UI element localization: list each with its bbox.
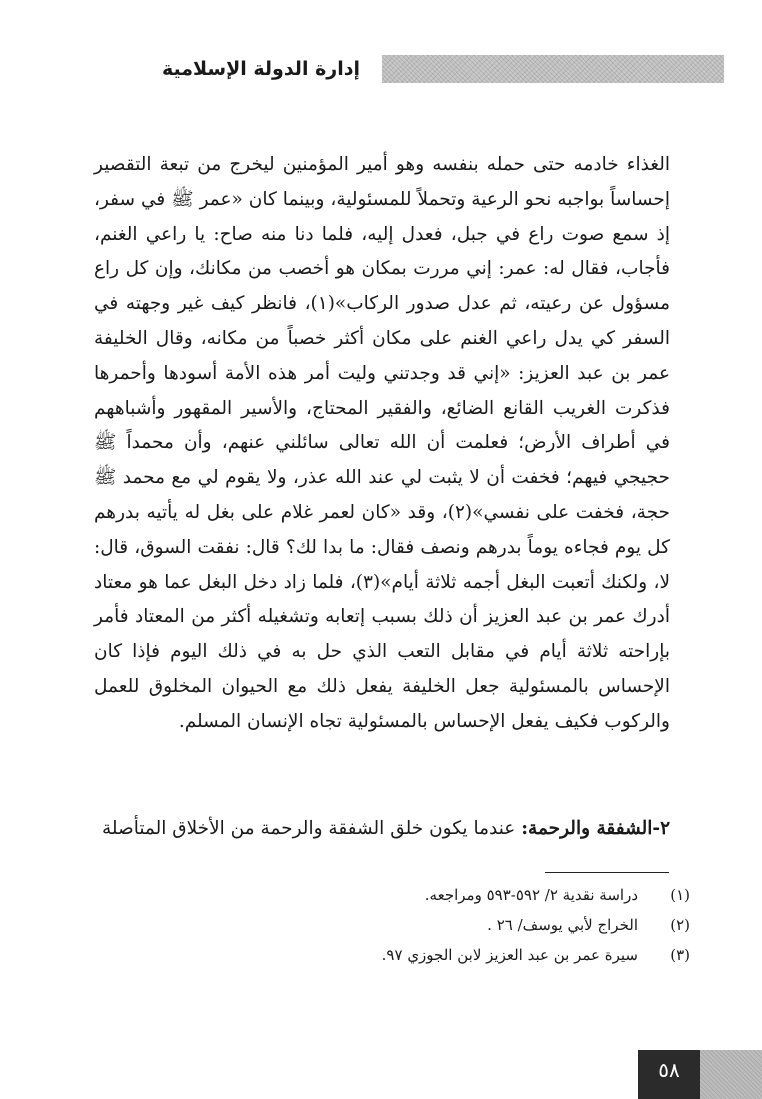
footnote-item	[300, 880, 690, 910]
footnote-text: سيرة عمر بن عبد العزيز لابن الجوزي ٩٧.	[381, 946, 638, 964]
footnote-separator	[545, 872, 669, 873]
page-number-box	[638, 1050, 700, 1099]
footnote-item	[300, 940, 690, 970]
footnote-text: دراسة نقدية ٢/ ٥٩٢-٥٩٣ ومراجعه.	[424, 886, 638, 904]
footnote-number: (٣)	[670, 946, 690, 964]
footnote-number: (٢)	[670, 916, 690, 934]
footnote-text: الخراج لأبي يوسف/ ٢٦ .	[487, 916, 638, 934]
section-intro-text: عندما يكون خلق الشفقة والرحمة من الأخلاق المتأصلة	[101, 818, 522, 839]
footnote-number: (١)	[670, 886, 690, 904]
body-paragraph: الغذاء خادمه حتى حمله بنفسه وهو أمير المؤمنين ليخرج من تبعة التقصير إحساساً بواجبه نحو الرعية وتحملاً للمسئولية، وبينما كان «عمر ﷺ في سفر، إذ سمع صوت راع في جبل، فعدل إليه، فلما دنا منه صاح: يا راعي الغنم، فأجاب، فقال له: عمر: إني مررت بمكان هو أخصب من مكانك، وإن كل راع مسؤول عن رعيته، ثم عدل صدور الركاب»(١)، فانظر كيف غير وجهته في السفر كي يدل راعي الغنم على مكان أكثر خصباً من مكانه، وقال الخليفة عمر بن عبد العزيز: «إني قد وجدتني وليت أمر هذه الأمة أسودها وأحمرها فذكرت الغريب القانع الضائع، والفقير المحتاج، والأسير المقهور وأشباههم في أطراف الأرض؛ فعلمت أن الله تعالى سائلني عنهم، وأن محمداً ﷺ حجيجي فيهم؛ فخفت أن لا يثبت لي عند الله عذر، ولا يقوم لي مع محمد ﷺ حجة، فخفت على نفسي»(٢)، وقد «كان لعمر غلام على بغل له يأتيه بدرهم كل يوم فجاءه يوماً بدرهم ونصف فقال: ما بدا لك؟ قال: نفقت السوق، قال: لا، ولكنك أتعبت البغل أجمه ثلاثة أيام»(٣)، فلما زاد دخل البغل عما هو معتاد أدرك عمر بن عبد العزيز أن ذلك بسبب إتعابه وتشغيله أكثر من المعتاد فأمر بإراحته ثلاثة أيام في مقابل التعب الذي حل به في ذلك اليوم فإذا كان الإحساس بالمسئولية جعل الخليفة يفعل ذلك مع الحيوان المخلوق للعمل والركوب فكيف يفعل الإحساس بالمسئولية تجاه الإنسان المسلم.	[94, 154, 670, 732]
running-header-title: إدارة الدولة الإسلامية	[161, 58, 360, 80]
main-text-block	[94, 148, 670, 740]
page-corner-decoration	[700, 1050, 762, 1099]
section-heading: ٢-الشفقة والرحمة:	[521, 818, 670, 839]
footnote-item	[300, 910, 690, 940]
footnotes-list	[300, 880, 690, 970]
header-decorative-band	[382, 55, 724, 83]
section-intro-line	[94, 812, 670, 846]
page-number: ٥٨	[658, 1058, 680, 1082]
